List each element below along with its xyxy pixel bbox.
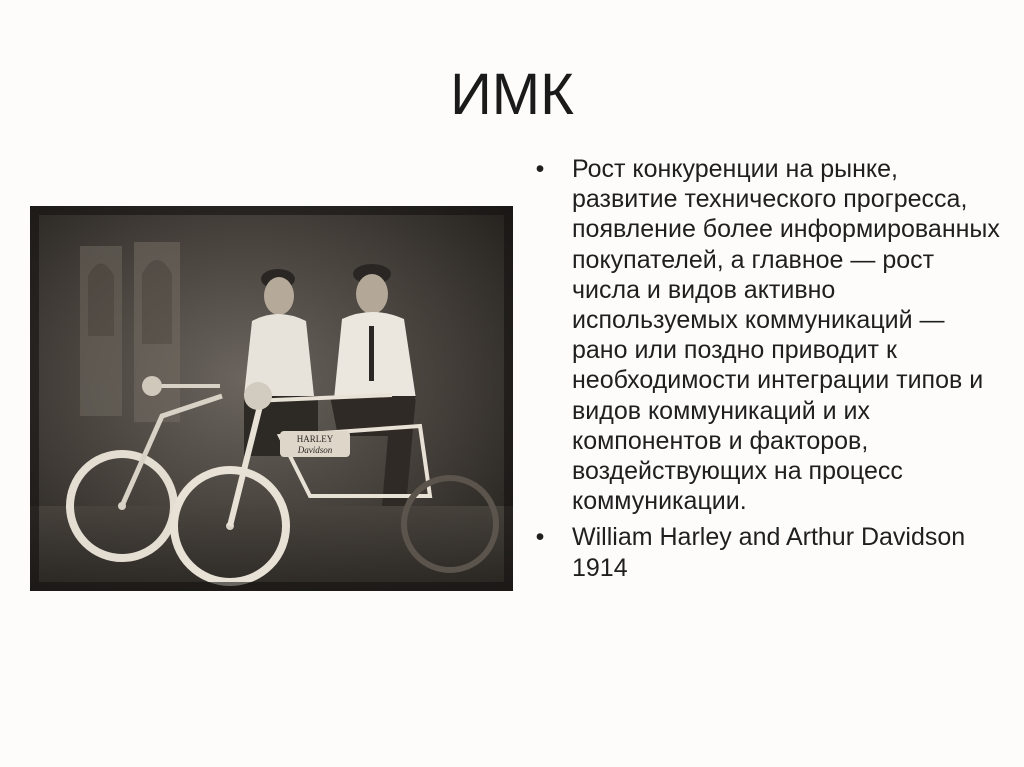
headlight-left xyxy=(142,376,162,396)
bullet-list xyxy=(530,154,1000,589)
harley-davidson-photo xyxy=(30,206,513,591)
tank-text-line1: HARLEY xyxy=(296,434,334,444)
bullet-text: Рост конкуренции на рынке, развитие технического прогресса, появление более информированных покупателей, а главное — рост числа и видов активно используемых коммуникаций — рано или поздно приводит к необходимости интеграции типов и видов коммуникаций и их компонентов и факторов, воздействующих на процесс коммуникации. xyxy=(572,155,1000,516)
bullet-marker: • xyxy=(535,155,545,183)
photo-illustration xyxy=(30,206,513,591)
slide-title: ИМК xyxy=(450,62,574,127)
bullet-item xyxy=(530,522,1000,582)
headlight-right xyxy=(244,382,272,410)
photo-floor xyxy=(30,506,513,591)
bullet-marker: • xyxy=(535,523,545,552)
tank-text-line2: Davidson xyxy=(297,445,333,455)
bullet-item xyxy=(530,154,1000,516)
bullet-text: William Harley and Arthur Davidson 1914 xyxy=(572,523,966,582)
